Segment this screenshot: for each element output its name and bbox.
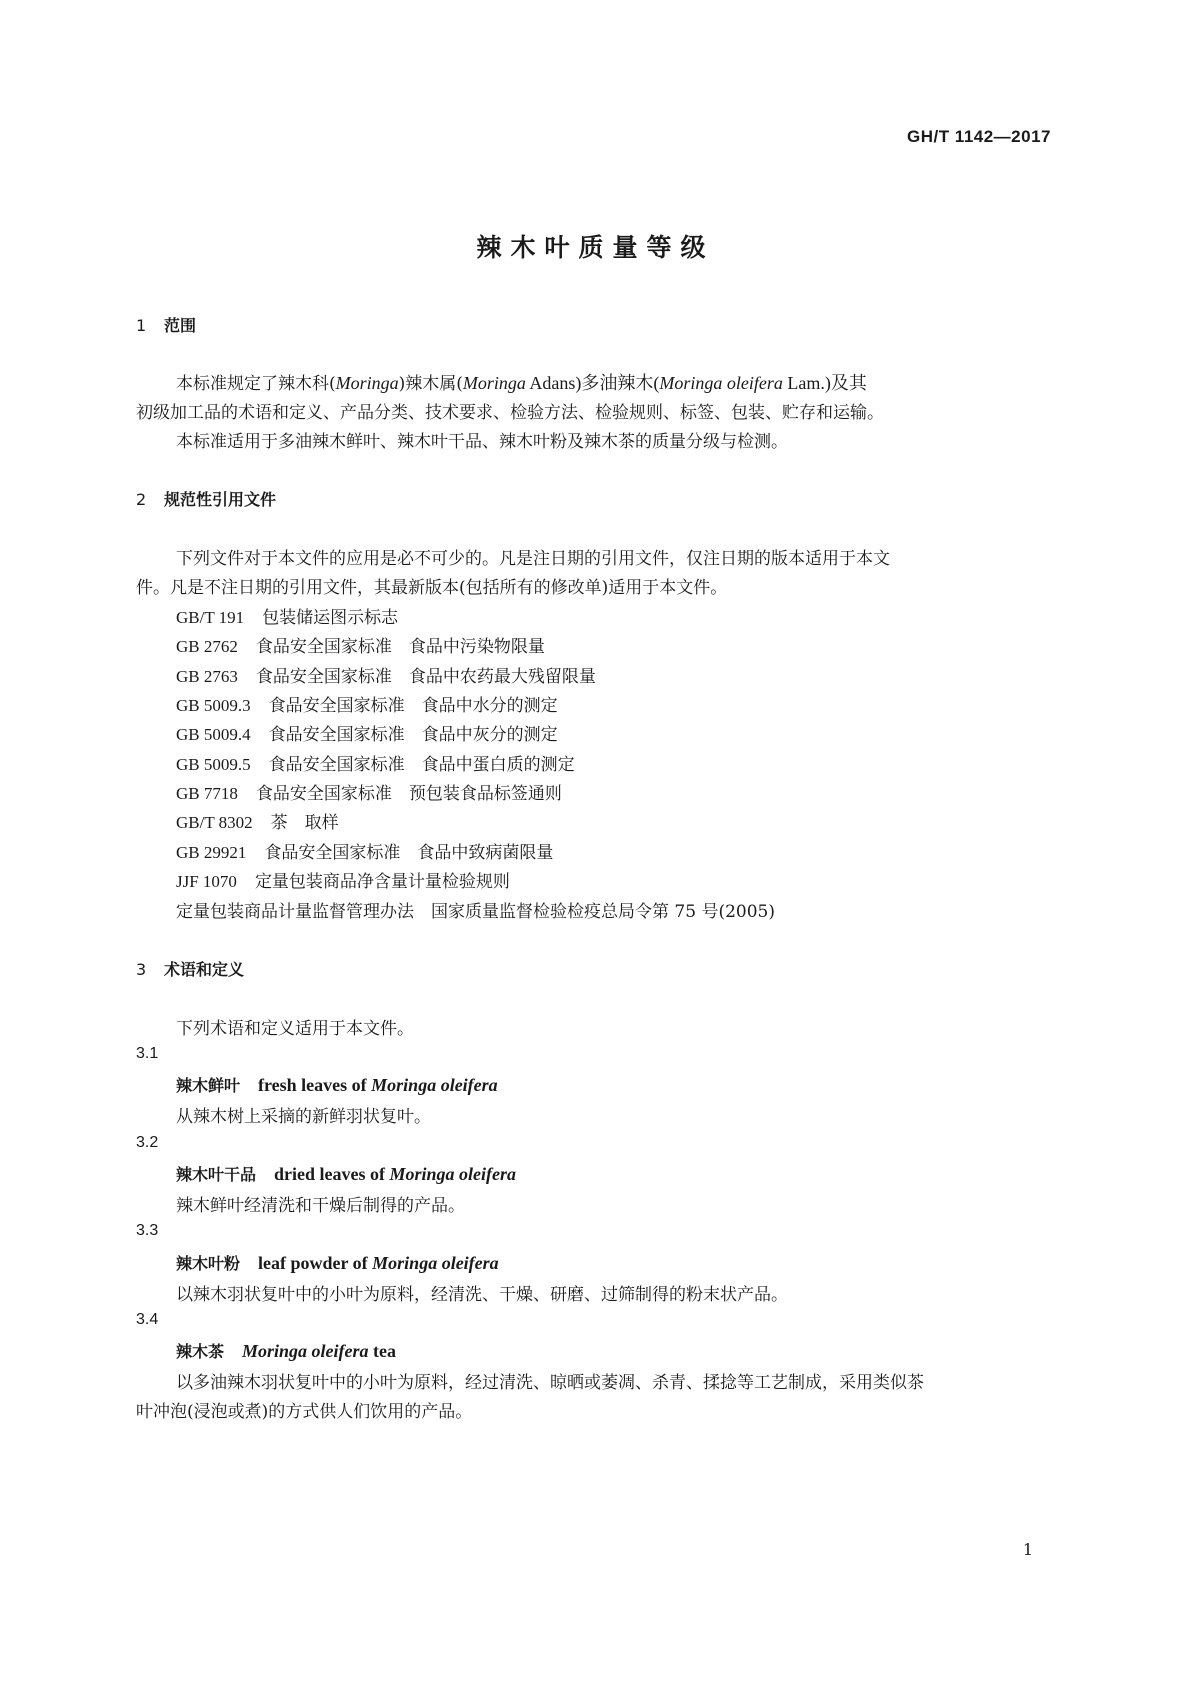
- section-1-heading: [136, 313, 196, 336]
- term-number: 3.4: [136, 1311, 159, 1328]
- reference-title: 食品安全国家标准 食品中污染物限量: [255, 637, 545, 657]
- text-run: 本标准规定了辣木科(: [176, 374, 336, 394]
- reference-title: 食品安全国家标准 食品中蛋白质的测定: [268, 755, 575, 775]
- standard-code: GH/T 1142—2017: [906, 127, 1051, 146]
- page-number: 1: [1022, 1540, 1033, 1559]
- term-definition-line-2: 叶冲泡(浸泡或煮)的方式供人们饮用的产品。: [136, 1402, 473, 1422]
- section-number: 2: [136, 490, 147, 509]
- reference-code: GB 2763: [176, 667, 238, 686]
- term-english: dried leaves of Moringa oleifera: [274, 1164, 517, 1184]
- reference-code: GB 29921: [176, 843, 247, 862]
- latin-name: Moringa: [462, 373, 526, 393]
- term-number: 3.2: [136, 1134, 159, 1151]
- reference-code: GB/T 191: [176, 608, 245, 627]
- reference-item: [176, 838, 553, 863]
- reference-item: [176, 750, 575, 775]
- term-english: leaf powder of Moringa oleifera: [258, 1253, 499, 1273]
- term-definition: 以辣木羽状复叶中的小叶为原料，经清洗、干燥、研磨、过筛制得的粉末状产品。: [176, 1285, 788, 1305]
- reference-title: 定量包装商品净含量计量检验规则: [254, 872, 510, 892]
- reference-item: [176, 632, 545, 657]
- scope-paragraph-1: [176, 369, 867, 395]
- reference-item: [176, 720, 558, 745]
- terms-intro: 下列术语和定义适用于本文件。: [176, 1019, 414, 1039]
- reference-item-regulation: 定量包装商品计量监督管理办法 国家质量监督检验检疫总局令第 75 号(2005): [176, 902, 775, 922]
- section-title: 术语和定义: [164, 960, 245, 979]
- reference-title: 茶 取样: [270, 813, 339, 833]
- normative-intro-line-2: 件。凡是不注日期的引用文件，其最新版本(包括所有的修改单)适用于本文件。: [136, 578, 728, 598]
- reference-item: [176, 867, 510, 892]
- reference-code: GB 7718: [176, 784, 238, 803]
- reference-code: JJF 1070: [176, 872, 237, 891]
- term-definition: 以多油辣木羽状复叶中的小叶为原料，经过清洗、晾晒或萎凋、杀青、揉捻等工艺制成，采用类似茶: [176, 1373, 924, 1393]
- section-2-heading: [136, 487, 276, 510]
- term-number: 3.3: [136, 1222, 159, 1239]
- term-chinese: 辣木叶干品: [176, 1165, 257, 1184]
- reference-item: [176, 779, 562, 804]
- scope-paragraph-1-line-2: 初级加工品的术语和定义、产品分类、技术要求、检验方法、检验规则、标签、包装、贮存和运输。: [136, 403, 884, 423]
- section-title: 规范性引用文件: [164, 490, 277, 509]
- reference-title: 食品安全国家标准 食品中农药最大残留限量: [255, 667, 596, 687]
- term-heading: [176, 1339, 396, 1362]
- term-number: 3.1: [136, 1045, 159, 1062]
- term-heading: [176, 1073, 498, 1096]
- normative-intro-line-1: 下列文件对于本文件的应用是必不可少的。凡是注日期的引用文件，仅注日期的版本适用于本文: [176, 549, 890, 569]
- term-english: fresh leaves of Moringa oleifera: [258, 1075, 498, 1095]
- reference-code: GB 5009.5: [176, 755, 251, 774]
- reference-code: GB 5009.3: [176, 696, 251, 715]
- section-number: 3: [136, 960, 147, 979]
- term-definition: 从辣木树上采摘的新鲜羽状复叶。: [176, 1107, 431, 1127]
- reference-title: 食品安全国家标准 预包装食品标签通则: [255, 784, 562, 804]
- term-english: Moringa oleifera tea: [242, 1341, 397, 1361]
- latin-name: Moringa oleifera: [659, 373, 783, 393]
- document-title: 辣木叶质量等级: [476, 233, 715, 262]
- text-run: )辣木属(: [398, 374, 463, 394]
- reference-item: [176, 808, 339, 833]
- scope-paragraph-2: 本标准适用于多油辣木鲜叶、辣木叶干品、辣木叶粉及辣木茶的质量分级与检测。: [176, 432, 788, 452]
- reference-title: 食品安全国家标准 食品中水分的测定: [268, 696, 558, 716]
- term-chinese: 辣木茶: [176, 1342, 225, 1361]
- reference-item: [176, 691, 558, 716]
- text-run: Adans)多油辣木(: [525, 373, 660, 393]
- reference-item: [176, 603, 398, 628]
- reference-code: GB/T 8302: [176, 813, 253, 832]
- term-chinese: 辣木鲜叶: [176, 1076, 241, 1095]
- latin-name: Moringa: [335, 373, 399, 393]
- reference-code: GB 5009.4: [176, 725, 251, 744]
- section-3-heading: [136, 957, 244, 980]
- reference-title: 食品安全国家标准 食品中致病菌限量: [264, 843, 554, 863]
- reference-title: 包装储运图示标志: [262, 608, 399, 628]
- term-definition: 辣木鲜叶经清洗和干燥后制得的产品。: [176, 1196, 465, 1216]
- term-heading: [176, 1251, 499, 1274]
- reference-title: 食品安全国家标准 食品中灰分的测定: [268, 725, 558, 745]
- reference-item: [176, 662, 596, 687]
- section-title: 范围: [164, 316, 197, 335]
- term-heading: [176, 1162, 516, 1185]
- section-number: 1: [136, 316, 147, 335]
- term-chinese: 辣木叶粉: [176, 1254, 241, 1273]
- text-run: Lam.)及其: [782, 373, 867, 393]
- reference-code: GB 2762: [176, 637, 238, 656]
